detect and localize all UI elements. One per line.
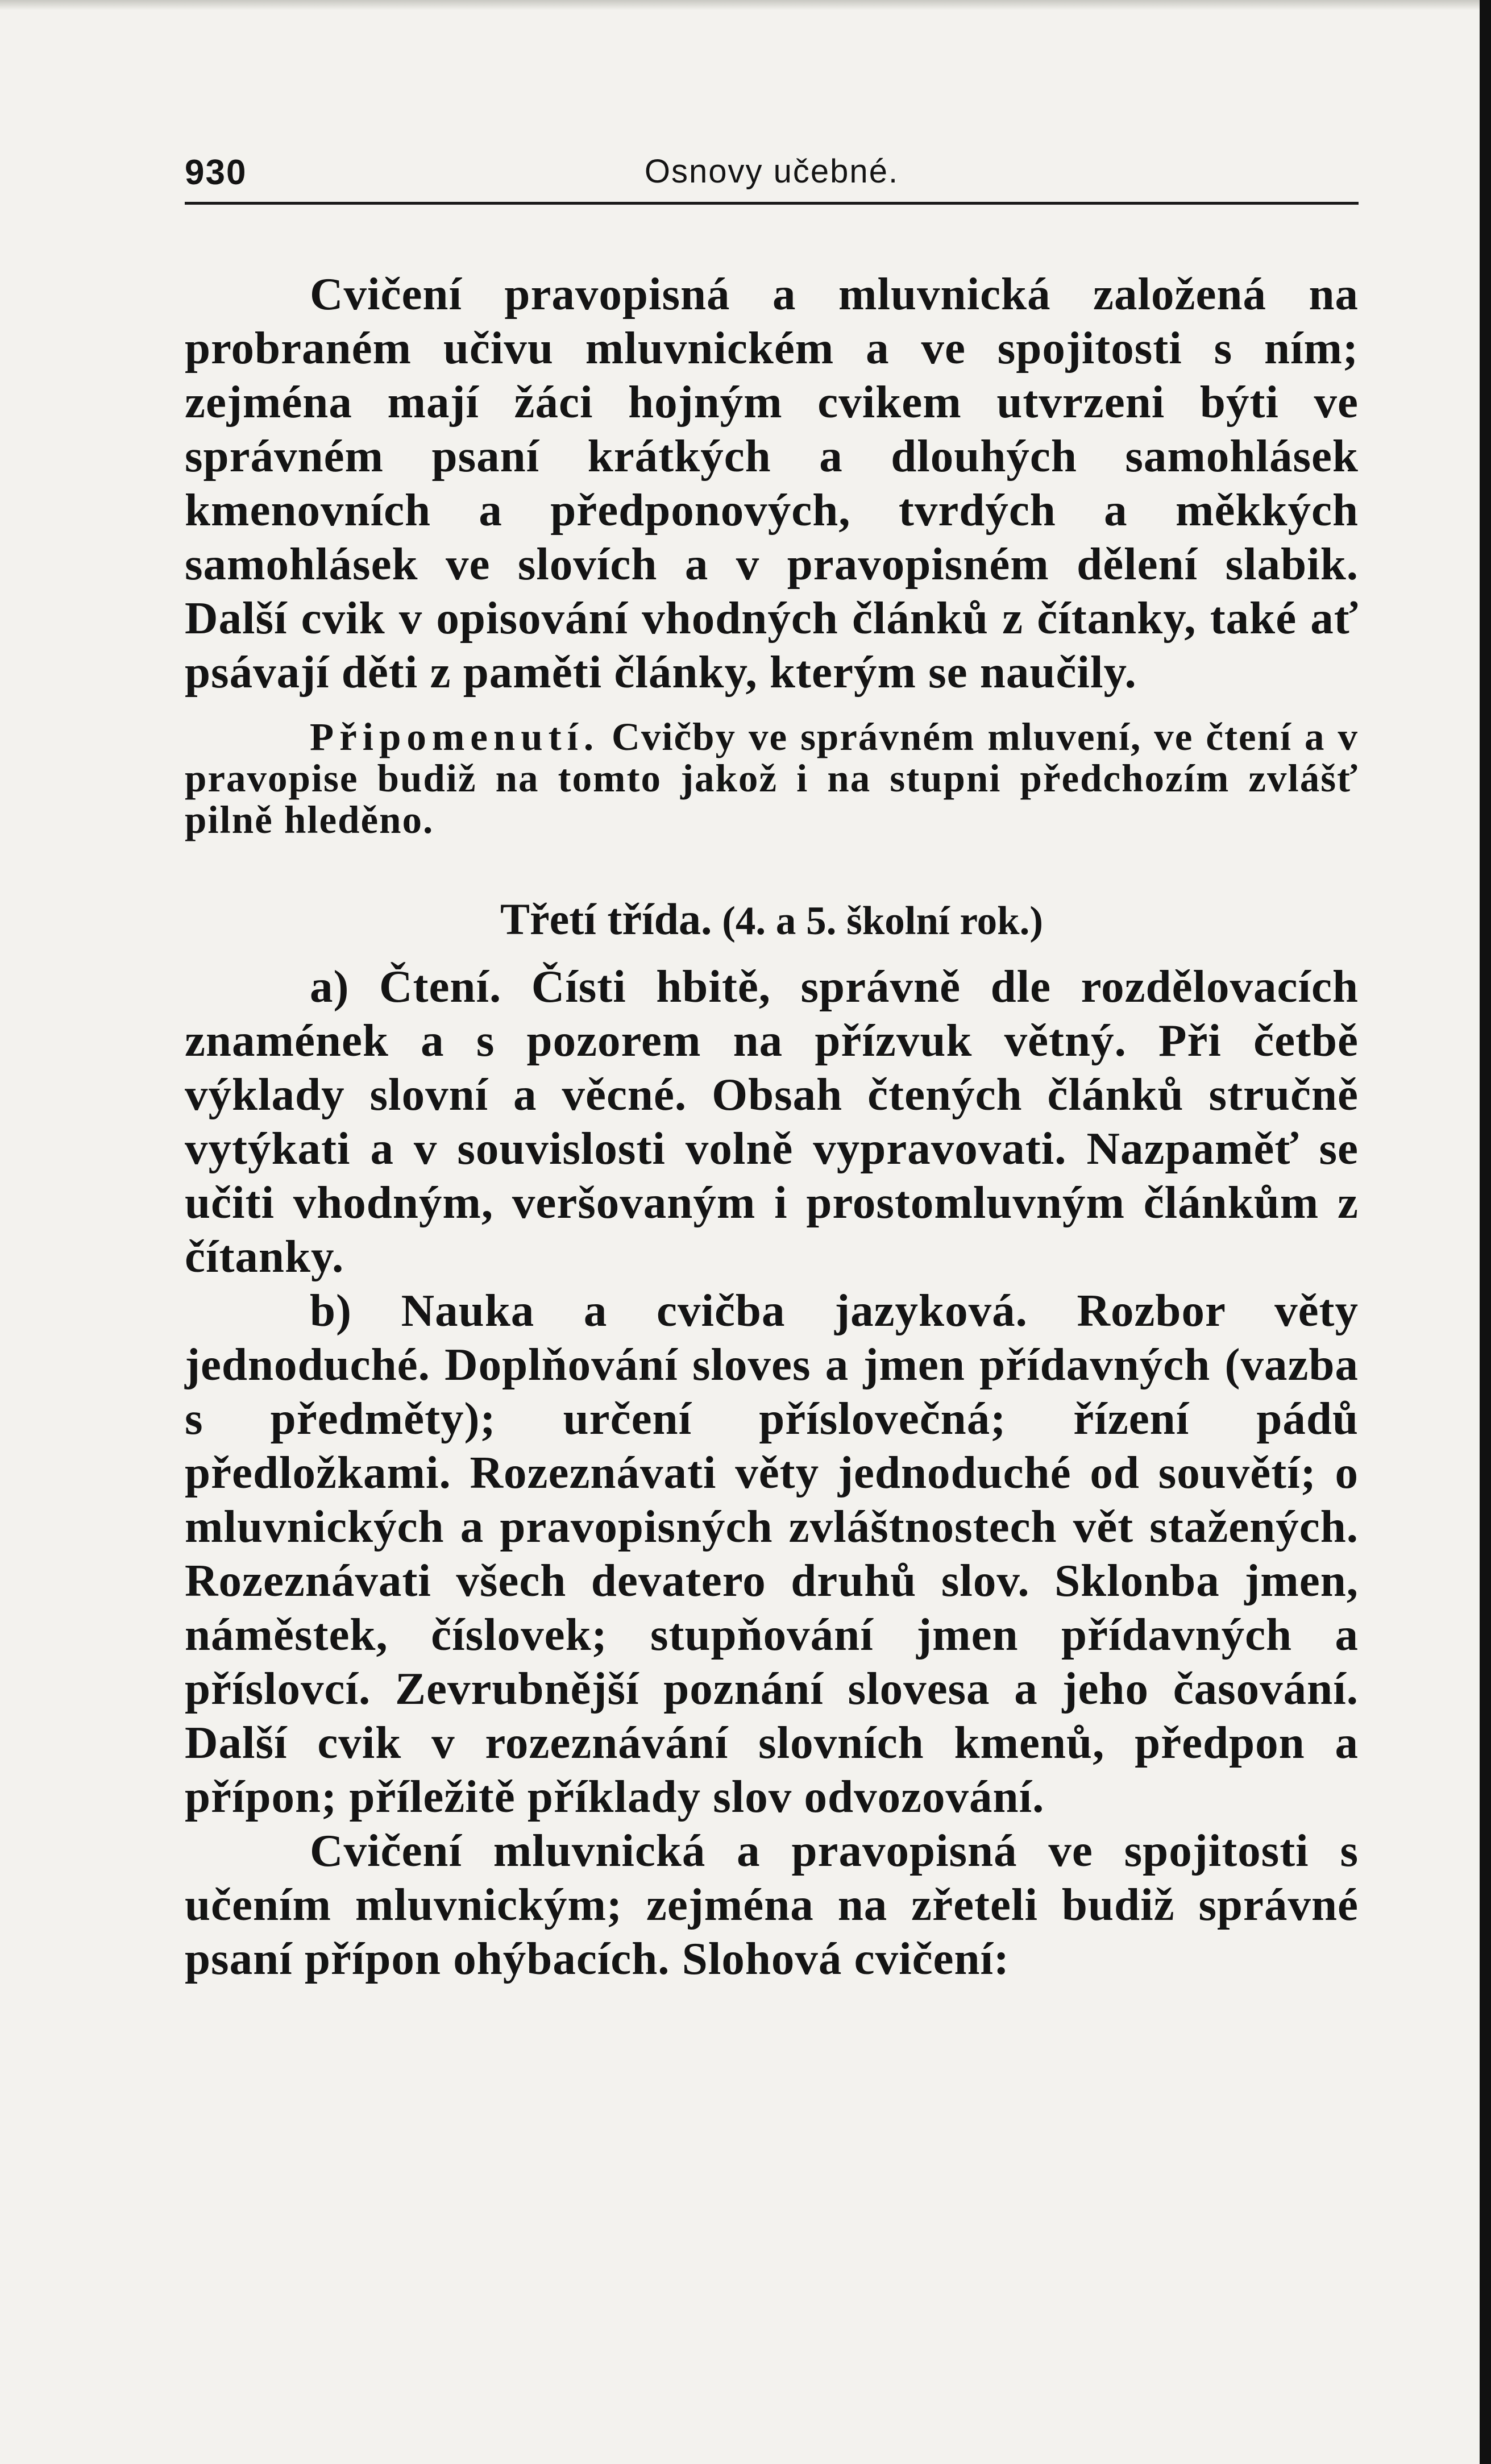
paragraph-spelling-exercises: Cvičení pravopisná a mluvnická založená na probraném učivu mluvnickém a ve spojitosti s ním; zejména mají žáci hojným cvikem utvrzeni býti ve správném psaní krátkých a dlouhých samohlásek kmenovních a předponových, tvrdých a měkkých samohlásek ve slovích a v pravopisném dělení slabik. Další cvik v opisování vhodných článků z čítanky, také ať psávají děti z paměti články, kterým se naučily.: [185, 268, 1359, 698]
book-page: [185, 142, 1359, 1986]
scan-top-edge: [0, 0, 1491, 10]
body-text: [185, 267, 1359, 1986]
scan-right-edge: [1480, 0, 1491, 2464]
note-paragraph: [185, 716, 1359, 841]
paragraph-exercises: Cvičení mluvnická a pravopisná ve spojitosti s učením mluvnickým; zejména na zřeteli budiž správné psaní přípon ohýbacích. Slohová cvičení:: [185, 1825, 1359, 1984]
section-subtitle: (4. a 5. školní rok.): [712, 899, 1044, 943]
paragraph-reading: a) Čtení. Čísti hbitě, správně dle rozdělovacích znamének a s pozorem na přízvuk větný. Při četbě výklady slovní a věcné. Obsah čtených článků stručně vytýkati a v souvislosti volně vypravovati. Nazpaměť se učiti vhodným, veršovaným i prostomluvným článkům z čítanky.: [185, 961, 1359, 1282]
page-number: 930: [185, 153, 247, 192]
note-label: Připomenutí.: [310, 715, 600, 758]
section-heading: [185, 892, 1359, 948]
note-text: Cvičby ve správném mluvení, ve čtení a v pravopise budiž na tomto jakož i na stupni předchozím zvlášť pilně hleděno.: [185, 715, 1359, 841]
running-head: [185, 142, 1359, 205]
section-title: Třetí třída.: [500, 894, 712, 944]
paragraph-grammar: b) Nauka a cvičba jazyková. Rozbor věty jednoduché. Doplňování sloves a jmen přídavných (vazba s předměty); určení příslovečná; řízení pádů předložkami. Rozeznávati věty jednoduché od souvětí; o mluvnických a pravopisných zvláštnostech vět stažených. Rozeznávati všech devatero druhů slov. Sklonba jmen, náměstek, číslovek; stupňování jmen přídavných a příslovcí. Zevrubnější poznání slovesa a jeho časování. Další cvik v rozeznávání slovních kmenů, předpon a přípon; příležitě příklady slov odvozování.: [185, 1285, 1359, 1822]
running-title: Osnovy učebné.: [644, 153, 899, 190]
